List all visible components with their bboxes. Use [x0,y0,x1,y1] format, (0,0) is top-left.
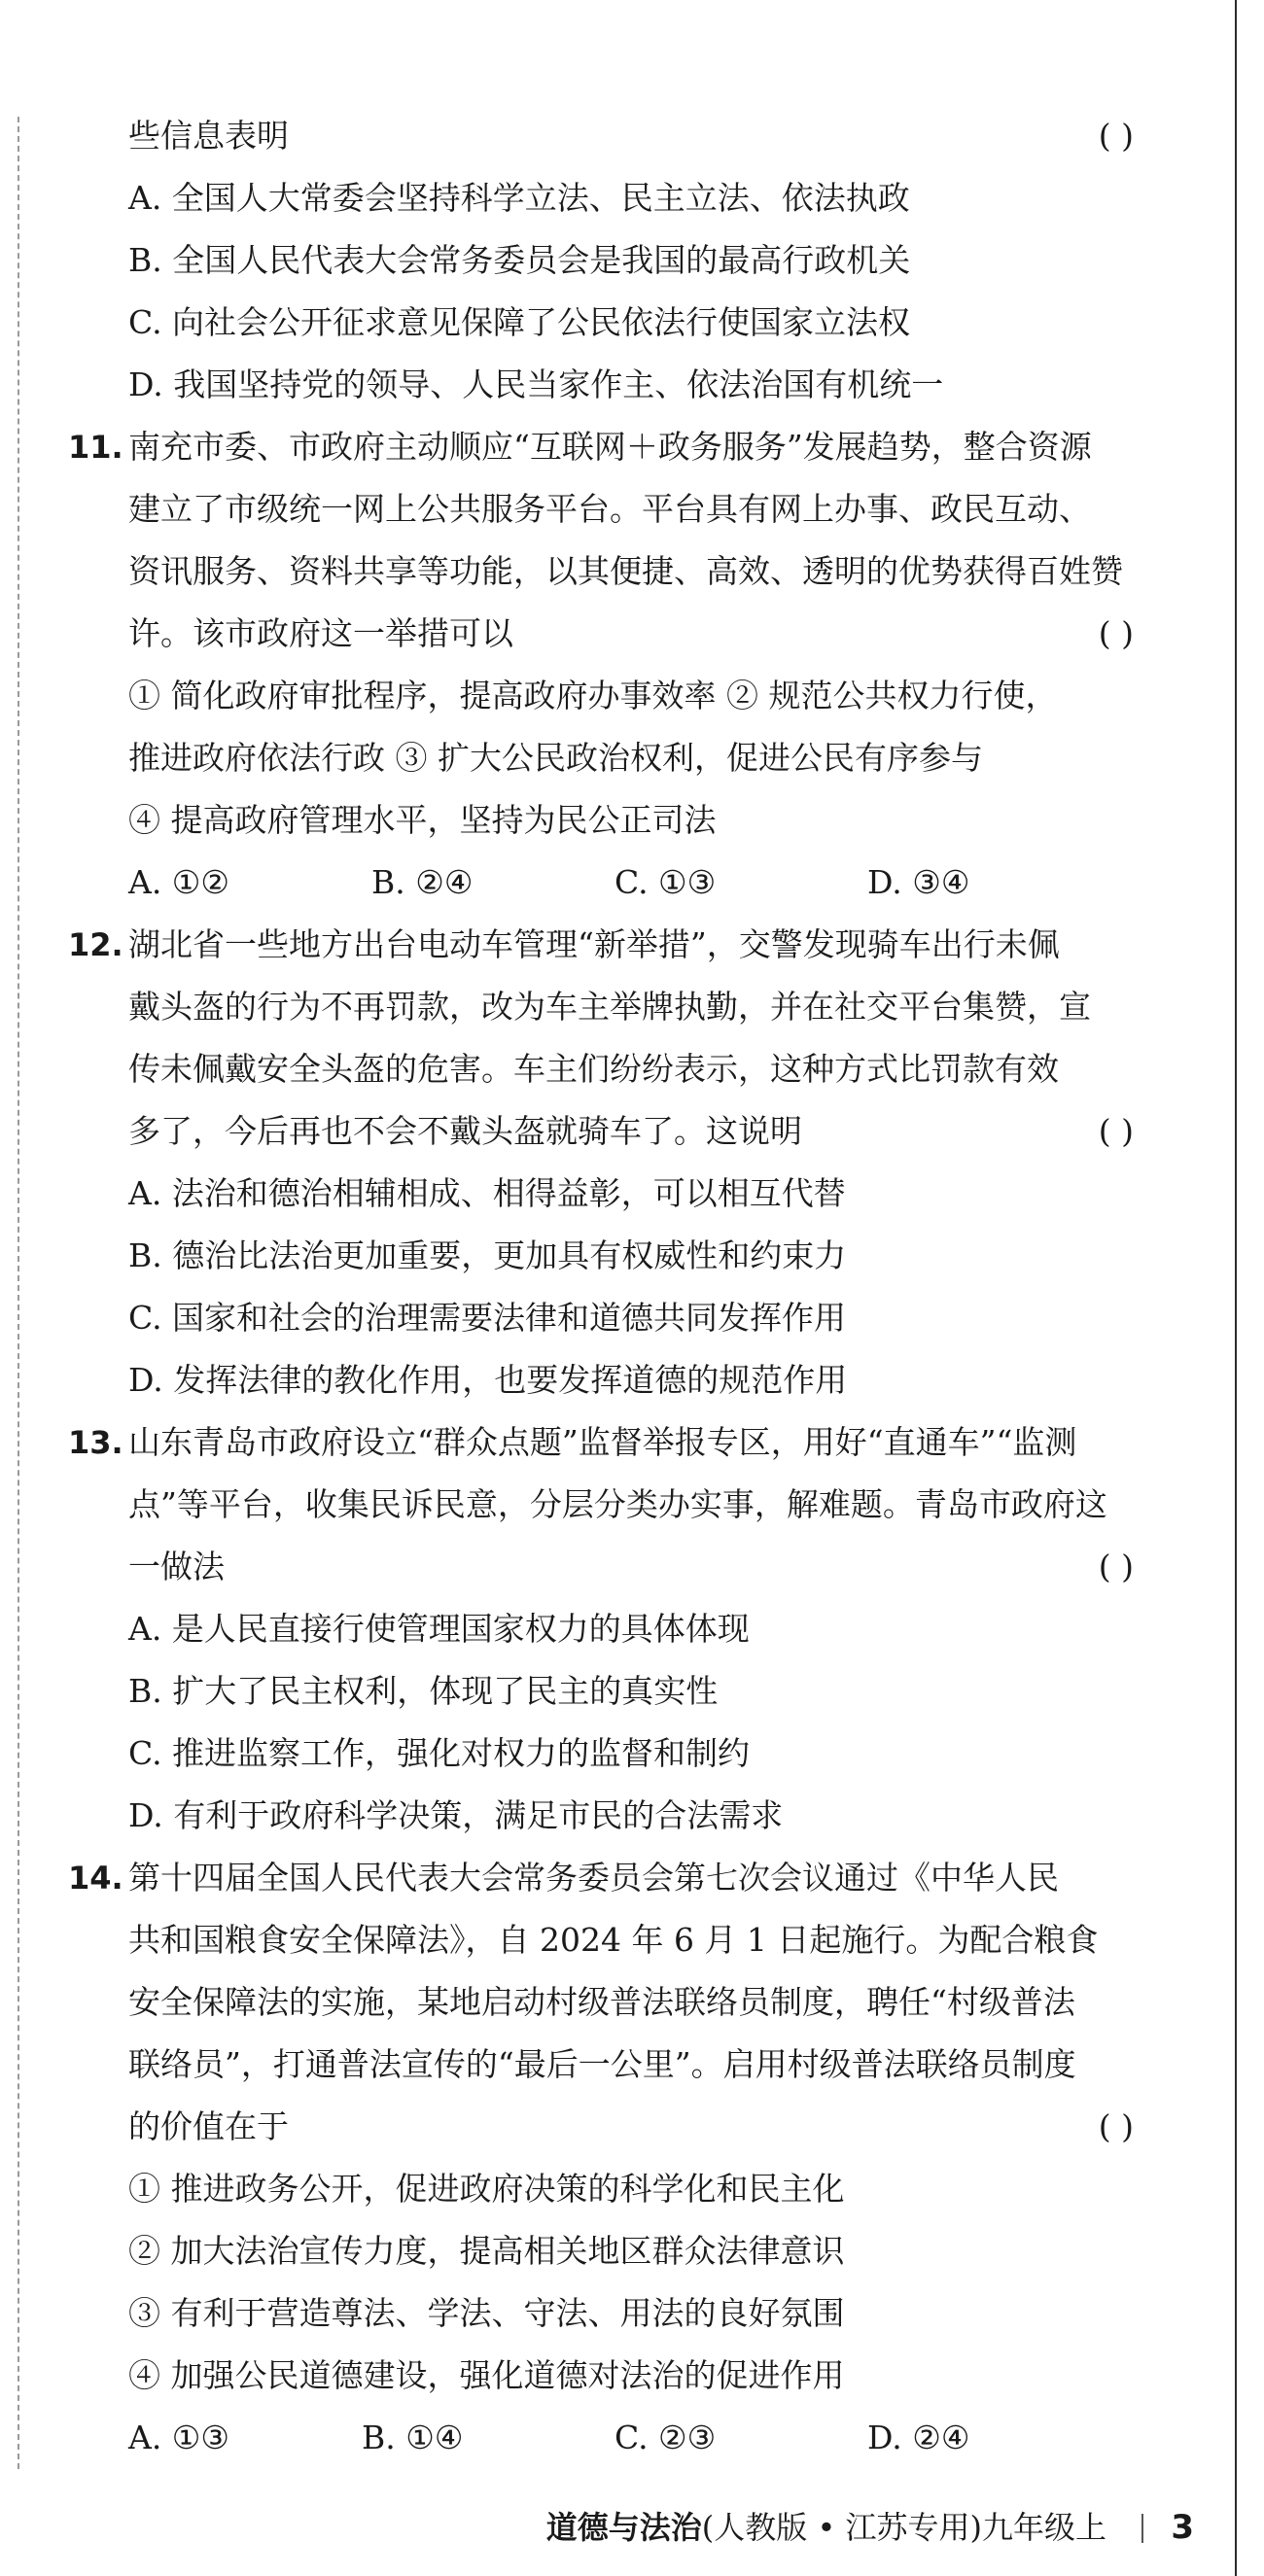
page-number: 3 [1171,2508,1194,2547]
q13-option-a[interactable]: A. 是人民直接行使管理国家权力的具体体现 [128,1610,750,1648]
q13-stem-line: 13. 山东青岛市政府设立“群众点题”监督举报专区，用好“直通车”“监测 [68,1411,1147,1474]
q14-choice-d[interactable]: D. ②④ [867,2419,970,2456]
answer-bracket[interactable]: ( ) [1098,1112,1134,1150]
q11-choices [68,852,1147,914]
q12-stem-line: 传未佩戴安全头盔的危害。车主们纷纷表示，这种方式比罚款有效 [128,1050,1059,1088]
q10-option-c[interactable]: C. 向社会公开征求意见保障了公民依法行使国家立法权 [128,303,911,341]
q14-statement: ④ 加强公民道德建设，强化道德对法治的促进作用 [128,2356,845,2394]
q12-option-a[interactable]: A. 法治和德治相辅相成、相得益彰，可以相互代替 [128,1174,846,1212]
q14-stem-line: 共和国粮食安全保障法》，自 2024 年 6 月 1 日起施行。为配合粮食 [128,1921,1099,1959]
q12-number: 12. [68,926,123,963]
q14-stem-line: 联络员”，打通普法宣传的“最后一公里”。启用村级普法联络员制度 [128,2045,1076,2083]
q10-stem-end: 些信息表明 ( ) [68,105,1147,167]
q14-choice-c[interactable]: C. ②③ [614,2419,717,2456]
q10-option-a[interactable]: A. 全国人大常委会坚持科学立法、民主立法、依法执政 [128,179,910,217]
q11-stem-line: 资讯服务、资料共享等功能，以其便捷、高效、透明的优势获得百姓赞 [128,552,1123,590]
q14-statement: ③ 有利于营造尊法、学法、守法、用法的良好氛围 [128,2294,845,2332]
q12-option-c[interactable]: C. 国家和社会的治理需要法律和道德共同发挥作用 [128,1299,847,1337]
q11-stem-line: 许。该市政府这一举措可以 ( ) [68,603,1147,665]
q12-stem-line: 12. 湖北省一些地方出台电动车管理“新举措”，交警发现骑车出行未佩 [68,914,1147,976]
q12-stem-line: 戴头盔的行为不再罚款，改为车主举牌执勤，并在社交平台集赞，宣 [128,988,1091,1026]
binding-margin-dashed-line [18,117,19,2469]
q11-choice-d[interactable]: D. ③④ [867,863,970,901]
q13-option-c[interactable]: C. 推进监察工作，强化对权力的监督和制约 [128,1734,751,1772]
answer-bracket[interactable]: ( ) [1098,1548,1134,1585]
q11-choice-a[interactable]: A. ①② [128,863,229,901]
q10-option-d[interactable]: D. 我国坚持党的领导、人民当家作主、依法治国有机统一 [128,366,944,403]
q13-stem-line: 一做法 ( ) [68,1536,1147,1598]
q13-option-d[interactable]: D. 有利于政府科学决策，满足市民的合法需求 [128,1796,784,1834]
q11-statement: ④ 提高政府管理水平，坚持为民公正司法 [128,801,717,839]
q13-stem-line: 点”等平台，收集民诉民意，分层分类办实事，解难题。青岛市政府这 [128,1485,1107,1523]
q11-stem-line: 建立了市级统一网上公共服务平台。平台具有网上办事、政民互动、 [128,490,1091,528]
q11-number: 11. [68,429,123,466]
q14-choice-b[interactable]: B. ①④ [362,2419,464,2456]
q11-stem-line: 11. 南充市委、市政府主动顺应“互联网＋政务服务”发展趋势，整合资源 [68,416,1147,478]
q12-stem-line: 多了，今后再也不会不戴头盔就骑车了。这说明 ( ) [68,1100,1147,1163]
q14-stem-line: 安全保障法的实施，某地启动村级普法联络员制度，聘任“村级普法 [128,1983,1075,2021]
q14-choice-a[interactable]: A. ①③ [128,2419,229,2456]
q11-choice-c[interactable]: C. ①③ [614,863,717,901]
answer-bracket[interactable]: ( ) [1098,614,1134,652]
q11-choice-b[interactable]: B. ②④ [371,863,474,901]
q12-option-b[interactable]: B. 德治比法治更加重要，更加具有权威性和约束力 [128,1236,847,1274]
q11-statement: 推进政府依法行政 ③ 扩大公民政治权利，促进公民有序参与 [128,739,983,777]
footer-divider [1141,2514,1143,2543]
answer-bracket[interactable]: ( ) [1098,2107,1134,2145]
q14-stem-line: 14. 第十四届全国人民代表大会常务委员会第七次会议通过《中华人民 [68,1847,1147,1909]
q13-option-b[interactable]: B. 扩大了民主权利，体现了民主的真实性 [128,1672,719,1710]
answer-bracket[interactable]: ( ) [1098,117,1134,155]
q11-statement: ① 简化政府审批程序，提高政府办事效率 ② 规范公共权力行使， [128,677,1058,714]
q14-stem-line: 的价值在于 ( ) [68,2096,1147,2158]
q14-statement: ① 推进政务公开，促进政府决策的科学化和民主化 [128,2170,845,2208]
q10-option-b[interactable]: B. 全国人民代表大会常务委员会是我国的最高行政机关 [128,241,911,279]
q14-number: 14. [68,1860,123,1897]
page-edge-rule [1235,0,1237,2576]
q12-option-d[interactable]: D. 发挥法律的教化作用，也要发挥道德的规范作用 [128,1361,848,1399]
question-list [68,105,1147,2469]
q14-statement: ② 加大法治宣传力度，提高相关地区群众法律意识 [128,2232,845,2270]
footer-book-title: 道德与法治(人教版 • 江苏专用)九年级上 [545,2509,1106,2546]
page-footer [0,2498,1264,2557]
q14-choices [68,2407,1147,2469]
q13-number: 13. [68,1424,123,1461]
